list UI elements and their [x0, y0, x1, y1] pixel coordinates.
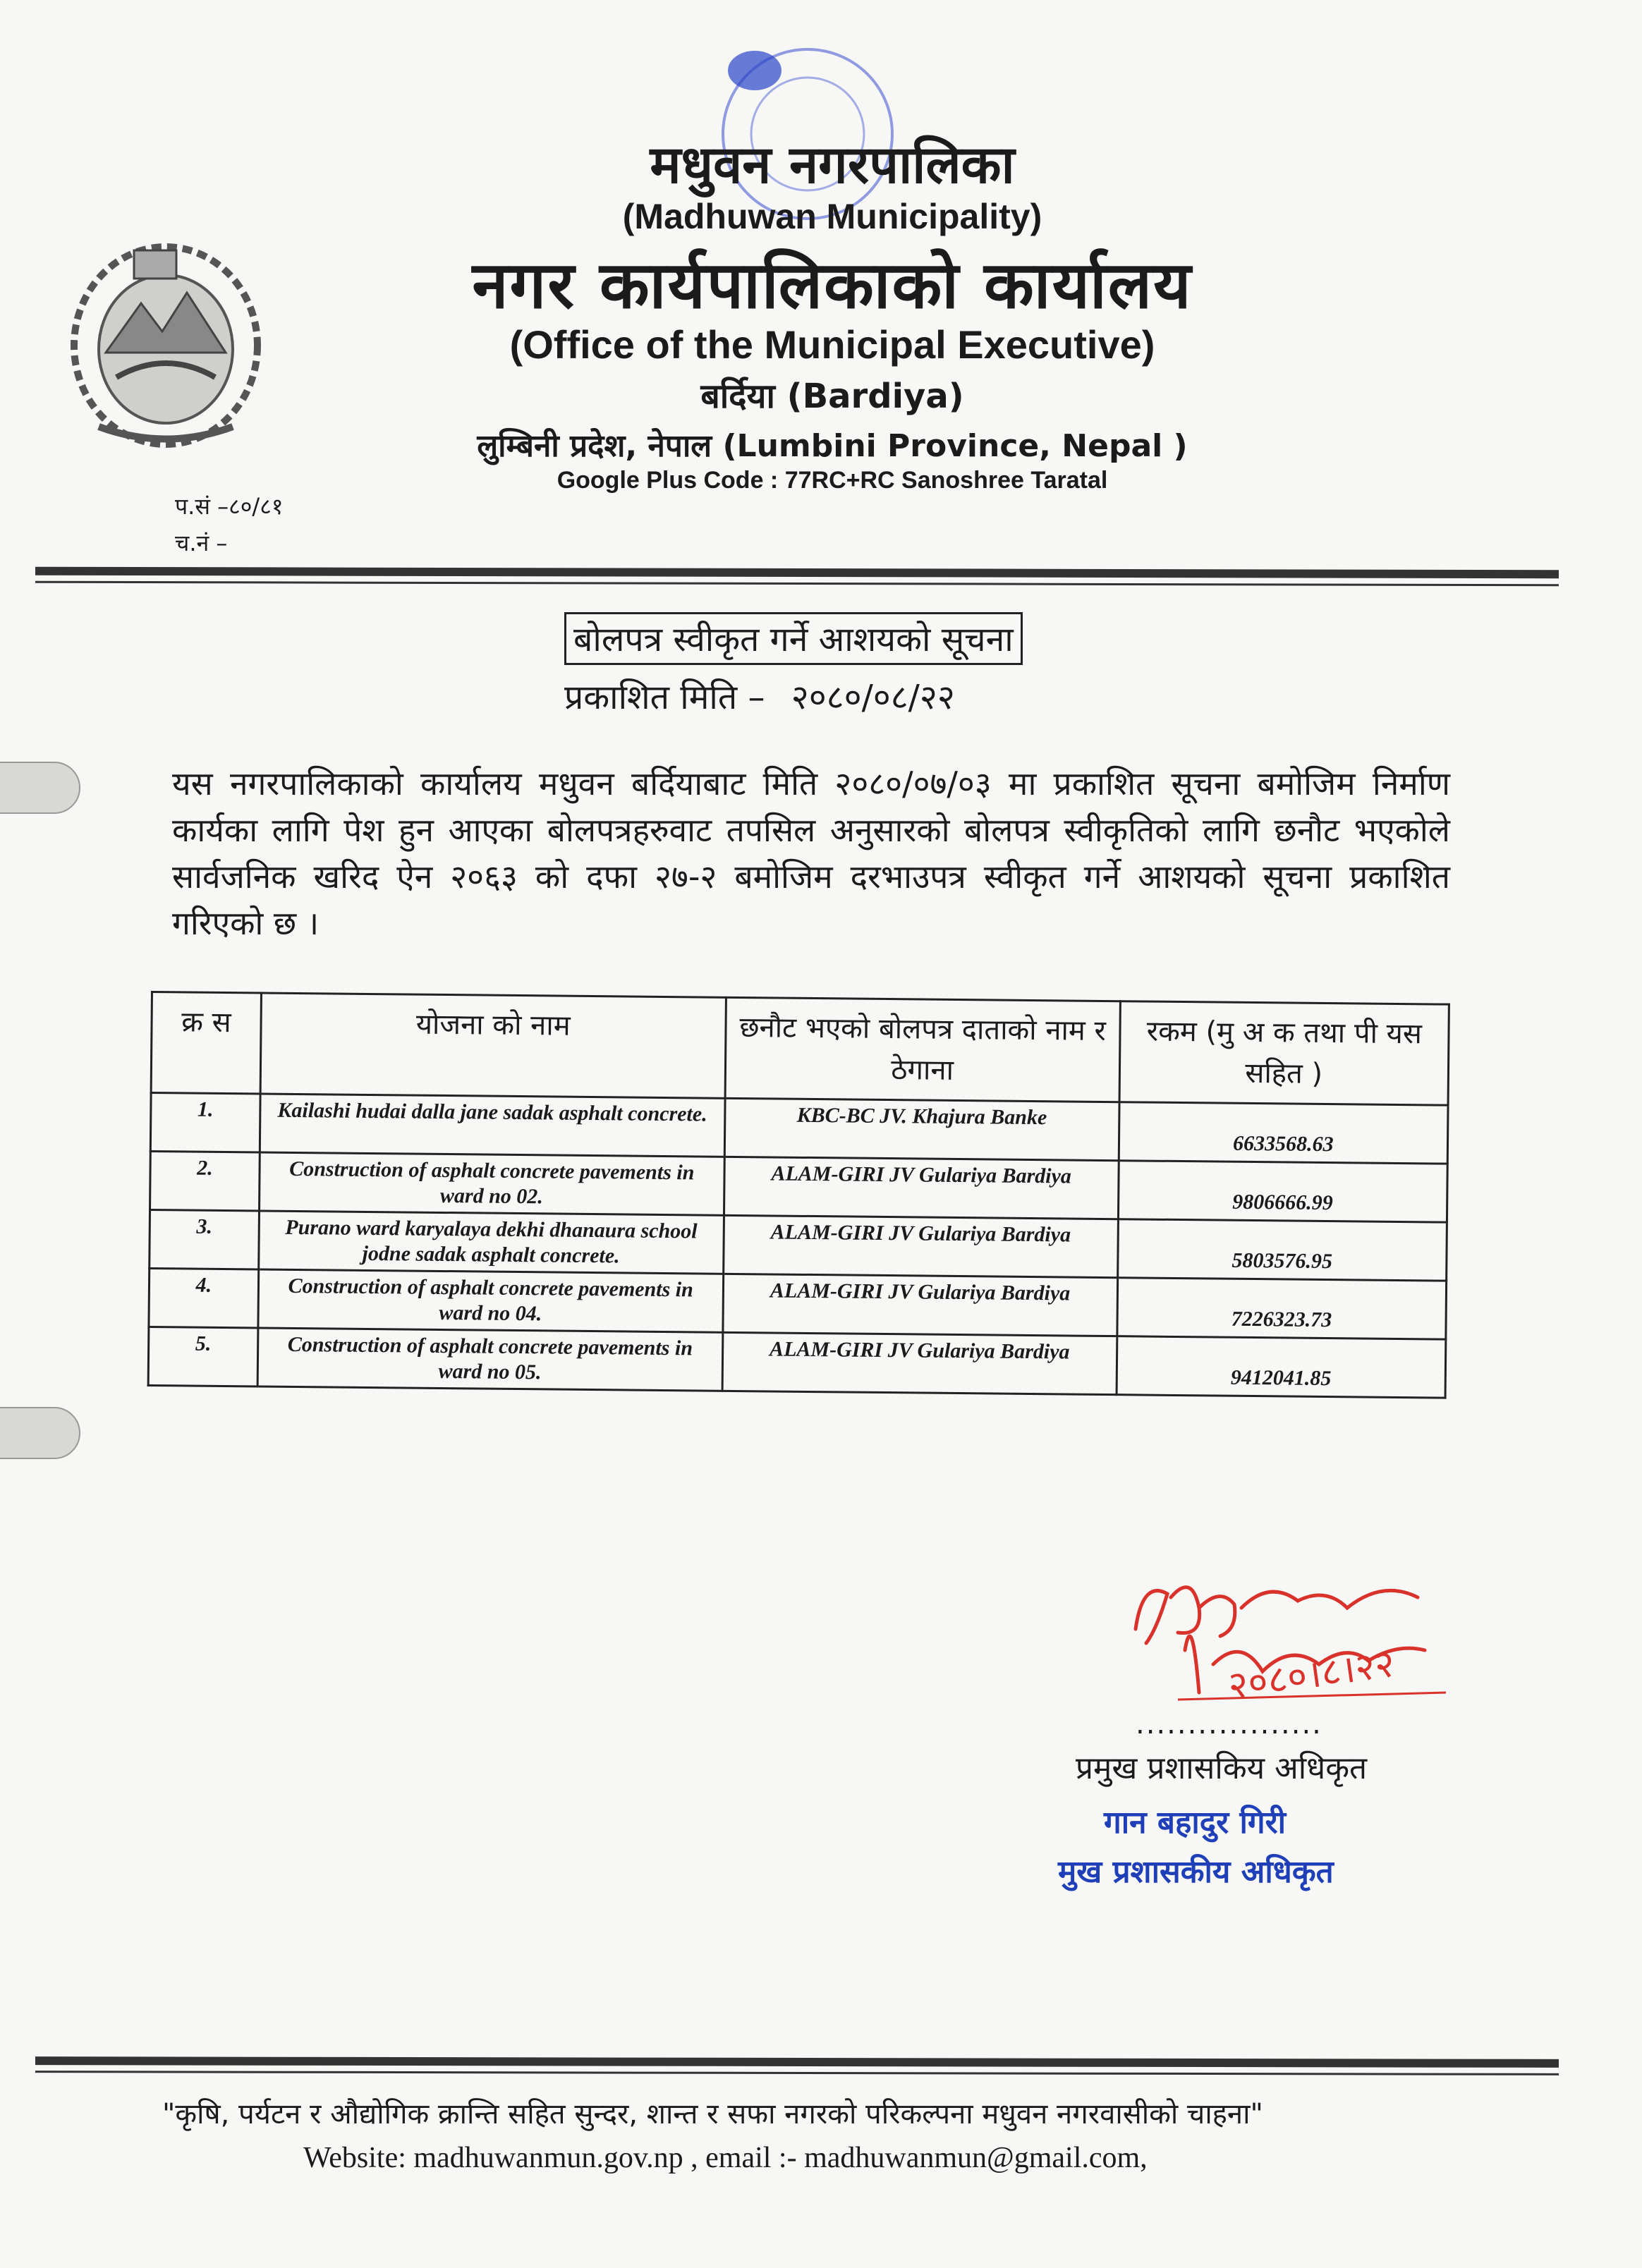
binder-hole-top — [0, 762, 80, 814]
cell-project-name: Kailashi hudai dalla jane sadak asphalt concrete. — [260, 1094, 725, 1157]
province-label: लुम्बिनी प्रदेश, नेपाल (Lumbini Province, Nepal ) — [477, 428, 1188, 464]
footer-contact: Website: madhuwanmun.gov.np , email :- madhuwanmun@gmail.com, — [303, 2142, 1148, 2174]
notice-title: बोलपत्र स्वीकृत गर्ने आशयको सूचना — [564, 612, 1023, 665]
cell-bidder: ALAM-GIRI JV Gulariya Bardiya — [722, 1332, 1117, 1394]
signatory-title: प्रमुख प्रशासकिय अधिकृत — [1076, 1750, 1368, 1786]
footer-rule-thick — [35, 2056, 1559, 2068]
table-row — [148, 1327, 1446, 1398]
header-serial: क्र स — [151, 992, 261, 1094]
footer-rule-thin — [35, 2071, 1559, 2075]
binder-hole-bottom — [0, 1407, 80, 1459]
notice-body: यस नगरपालिकाको कार्यालय मधुवन बर्दियाबाट मिति २०८०/०७/०३ मा प्रकाशित सूचना बमोजिम निर्माण कार्यका लागि पेश हुन आएका बोलपत्रहरुवाट तपसिल अनुसारको बोलपत्र स्वीकृतिको लागि छनौट भएकोले सार्वजनिक खरिद ऐन २०६३ को दफा २७-२ बमोजिम दरभाउपत्र स्वीकृत गर्ने आशयको सूचना प्रकाशित गरिएको छ । — [172, 764, 1450, 942]
plus-code: Google Plus Code : 77RC+RC Sanoshree Taratal — [557, 467, 1108, 494]
cell-bidder: ALAM-GIRI JV Gulariya Bardiya — [723, 1274, 1118, 1336]
cell-project-name: Construction of asphalt concrete pavements in ward no 05. — [257, 1328, 723, 1391]
cell-amount: 7226323.73 — [1117, 1278, 1447, 1339]
table-header-row — [151, 992, 1449, 1106]
header-bidder: छनौट भएको बोलपत्र दाताको नाम र ठेगाना — [725, 997, 1120, 1102]
tender-table — [147, 991, 1450, 1399]
patra-sankhya: प.सं –८०/८१ — [175, 493, 284, 520]
cell-serial: 5. — [148, 1327, 258, 1386]
cell-serial: 2. — [150, 1152, 260, 1211]
header-amount: रकम (मु अ क तथा पी यस सहित ) — [1119, 1001, 1449, 1105]
published-label: प्रकाशित मिति – — [564, 678, 765, 717]
published-date-row — [564, 673, 955, 719]
cell-serial: 1. — [150, 1093, 260, 1152]
district-label: बर्दिया (Bardiya) — [700, 377, 964, 416]
cell-bidder: ALAM-GIRI JV Gulariya Bardiya — [723, 1215, 1118, 1277]
nepal-emblem-icon — [56, 226, 275, 458]
cell-bidder: ALAM-GIRI JV Gulariya Bardiya — [724, 1157, 1119, 1219]
cell-amount: 5803576.95 — [1117, 1219, 1447, 1281]
cell-amount: 9412041.85 — [1117, 1336, 1446, 1398]
signature-dots: .................. — [1136, 1708, 1322, 1740]
cell-project-name: Construction of asphalt concrete pavements in ward no 02. — [259, 1152, 724, 1215]
municipality-name-np: मधुवन नगरपालिका — [650, 135, 1015, 195]
footer-motto: "कृषि, पर्यटन र औद्योगिक क्रान्ति सहित सुन्दर, शान्त र सफा नगरको परिकल्पना मधुवन नगरवासीको चाहना" — [162, 2098, 1263, 2130]
office-name-en: (Office of the Municipal Executive) — [509, 322, 1155, 367]
header-project-name: योजना को नाम — [260, 993, 726, 1098]
header-rule-thin — [35, 581, 1559, 587]
cell-bidder: KBC-BC JV. Khajura Banke — [724, 1098, 1119, 1160]
cell-serial: 4. — [149, 1268, 259, 1327]
cell-project-name: Construction of asphalt concrete pavements in ward no 04. — [258, 1269, 724, 1332]
published-date: २०८०/०८/२२ — [791, 678, 955, 717]
stamp-officer-title: मुख प्रशासकीय अधिकृत — [1058, 1854, 1334, 1890]
cell-serial: 3. — [150, 1210, 260, 1269]
municipality-name-en: (Madhuwan Municipality) — [622, 197, 1042, 236]
header-rule-thick — [35, 567, 1559, 579]
signature-date: २०८०।८।२२ — [1225, 1640, 1398, 1709]
cell-amount: 6633568.63 — [1119, 1102, 1448, 1164]
handwritten-signature — [1114, 1566, 1509, 1728]
cell-amount: 9806666.99 — [1118, 1161, 1447, 1222]
cell-project-name: Purano ward karyalaya dekhi dhanaura school jodne sadak asphalt concrete. — [258, 1211, 724, 1274]
office-name-np: नगर कार्यपालिकाको कार्यालय — [472, 248, 1193, 323]
chalani-number: च.नं – — [175, 530, 228, 556]
stamp-officer-name: गान बहादुर गिरी — [1104, 1805, 1287, 1841]
